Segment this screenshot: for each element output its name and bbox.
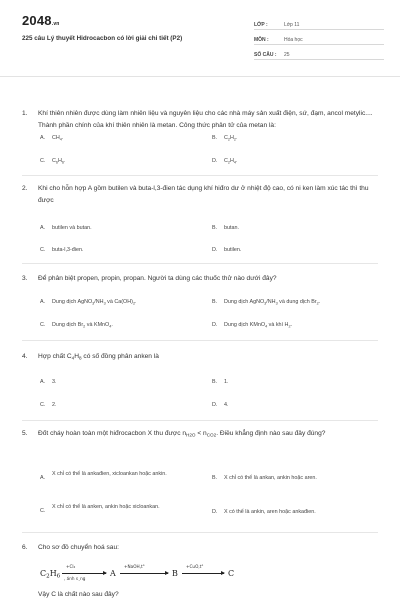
question-divider	[22, 532, 378, 533]
scheme-node-a: A	[110, 569, 116, 578]
question-divider	[22, 340, 378, 341]
question-6	[22, 542, 384, 554]
arrow-3	[182, 573, 224, 574]
scheme-cond-3-top: +CuO,t°	[186, 564, 204, 569]
reaction-scheme	[40, 561, 260, 585]
question-text: Khi cho hỗn hợp A gồm butilen và buta-l,3-đien tác dụng khí hiđro dư ở nhiệt độ cao, có ni ken làm xúc tác thì thu được	[38, 185, 369, 204]
question-text: Để phân biệt propen, propin, propan. Người ta dùng các thuốc thử nào dưới đây?	[38, 275, 277, 282]
option-b[interactable]: B. X chỉ có thể là ankan, ankin hoặc aren.	[212, 475, 317, 481]
option-c[interactable]: C. Dung dịch $Br_2$ và KMnO$_4$.	[40, 322, 113, 329]
question-2	[22, 183, 384, 206]
option-b[interactable]: B. butan.	[212, 225, 239, 231]
logo-suffix: .vn	[51, 21, 60, 27]
document-title: 225 câu Lý thuyết Hidrocacbon có lời giải chi tiết (P2)	[22, 35, 183, 42]
option-c[interactable]: C. 2.	[40, 402, 57, 408]
option-d[interactable]: D. $C_2H_4$.	[212, 158, 238, 165]
option-a[interactable]: A. butilen và butan.	[40, 225, 92, 231]
meta-row-subject: MÔN : Hóa học	[254, 30, 384, 45]
arrow-1	[62, 573, 106, 574]
question-followup-text: Vậy C là chất nào sau đây?	[38, 591, 119, 598]
scheme-cond-1-top: +Cl₂	[66, 564, 76, 569]
arrow-2	[120, 573, 168, 574]
question-text: Đốt cháy hoàn toàn một hiđrocacbon X thu được $n_{H2O} < n_{CO2}$. Điều khẳng định nào sau đây đúng?	[38, 430, 326, 438]
question-text: Cho sơ đồ chuyển hoá sau:	[38, 544, 119, 551]
question-5	[22, 428, 384, 440]
site-logo[interactable]	[22, 13, 60, 28]
question-number: 2.	[22, 185, 28, 192]
meta-info	[254, 15, 384, 60]
question-text: Khí thiên nhiên được dùng làm nhiên liệu và nguyên liệu cho các nhà máy sản xuất điện, sứ, đạm, ancol metylic.... Thành phần chính của khí thiên nhiên là metan. Công thức phân tử của metan là:	[38, 110, 373, 129]
question-divider	[22, 420, 378, 421]
option-a[interactable]: A. X chỉ có thể là ankađien, xicloankan hoặc ankin.	[40, 471, 167, 481]
option-d[interactable]: D. X có thể là ankin, aren hoặc ankađien.	[212, 509, 316, 515]
question-number: 3.	[22, 275, 28, 282]
scheme-cond-2-top: +NaOH,t°	[124, 564, 145, 569]
question-6-followup	[22, 589, 384, 601]
option-b[interactable]: B. Dung dịch $AgNO_3/NH_3$ và dung dịch $Br_2$.	[212, 299, 321, 306]
scheme-node-c: C	[228, 569, 235, 578]
option-d[interactable]: D. Dung dịch KMnO$_4$ và khí $H_2$.	[212, 322, 293, 329]
meta-row-grade: LỚP : Lớp 11	[254, 15, 384, 30]
meta-row-count: SỐ CÂU : 25	[254, 45, 384, 60]
question-divider	[22, 263, 378, 264]
scheme-cond-1-bottom: , ánh s¸ng	[64, 576, 86, 581]
question-number: 6.	[22, 544, 28, 551]
question-number: 5.	[22, 430, 28, 437]
logo-main: 2048	[22, 13, 52, 28]
scheme-start: $C_2H_6$	[40, 569, 61, 580]
question-number: 1.	[22, 110, 28, 117]
question-number: 4.	[22, 353, 28, 360]
option-a[interactable]: A. $CH_4$.	[40, 135, 64, 142]
option-a[interactable]: A. Dung dịch $AgNO_3/NH_3$ và $Ca(OH)_2$.	[40, 299, 137, 306]
question-1	[22, 108, 384, 131]
option-b[interactable]: B. $C_2H_2$.	[212, 135, 238, 142]
option-c[interactable]: C. X chỉ có thể là anken, ankin hoặc xicloankan.	[40, 504, 160, 514]
option-c[interactable]: C. buta-l,3-đien.	[40, 247, 84, 253]
header-divider	[0, 76, 400, 77]
question-divider	[22, 175, 378, 176]
option-c[interactable]: C. $C_6H_6$.	[40, 158, 66, 165]
question-text: Hợp chất $C_4H_8$ có số đồng phân anken là	[38, 353, 159, 361]
option-d[interactable]: D. 4.	[212, 402, 229, 408]
question-4	[22, 351, 384, 363]
page-header	[0, 0, 400, 76]
option-d[interactable]: D. butilen.	[212, 247, 242, 253]
scheme-node-b: B	[172, 569, 178, 578]
option-b[interactable]: B. 1.	[212, 379, 229, 385]
option-a[interactable]: A. 3.	[40, 379, 57, 385]
question-3	[22, 273, 384, 285]
